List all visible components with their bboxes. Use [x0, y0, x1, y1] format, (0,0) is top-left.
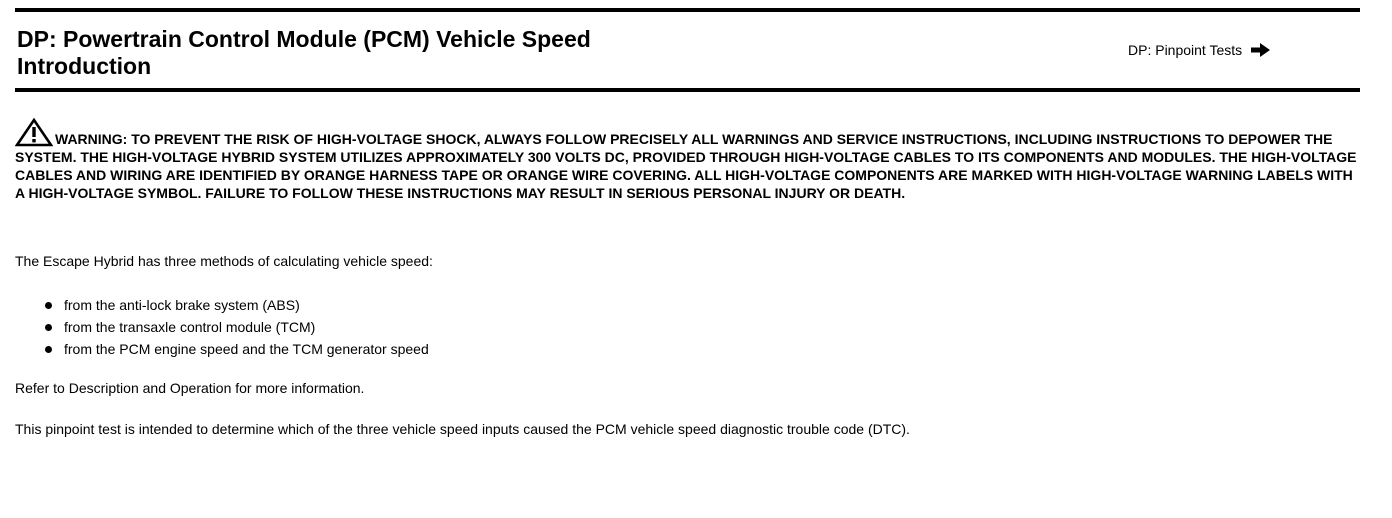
refer-prefix: Refer to	[15, 380, 69, 396]
pinpoint-tests-link-label: DP: Pinpoint Tests	[1128, 42, 1243, 58]
header-top-rule	[15, 8, 1360, 12]
list-item	[15, 294, 429, 316]
page-title	[17, 26, 717, 80]
arrow-right-icon	[1250, 42, 1272, 58]
speed-methods-list	[15, 294, 429, 360]
description-operation-link[interactable]: Description and Operation	[68, 380, 232, 396]
high-voltage-warning	[15, 118, 1360, 202]
bullet-icon	[45, 346, 52, 353]
page-title-line1: DP: Powertrain Control Module (PCM) Vehicle Speed	[17, 26, 591, 52]
intro-text: The Escape Hybrid has three methods of calculating vehicle speed:	[15, 253, 433, 269]
purpose-text: This pinpoint test is intended to determine which of the three vehicle speed inputs caused the PCM vehicle speed diagnostic trouble code (DTC).	[15, 421, 910, 437]
refer-text	[15, 379, 364, 397]
bullet-icon	[45, 302, 52, 309]
header-bottom-rule	[15, 88, 1360, 92]
pinpoint-tests-link[interactable]	[1128, 40, 1272, 60]
warning-triangle-icon	[15, 118, 53, 148]
list-item-text: from the anti-lock brake system (ABS)	[64, 297, 300, 313]
list-item	[15, 338, 429, 360]
warning-text: WARNING: TO PREVENT THE RISK OF HIGH-VOLTAGE SHOCK, ALWAYS FOLLOW PRECISELY ALL WARNINGS AND SERVICE INSTRUCTIONS, INCLUDING INSTRUCTIONS TO DEPOWER THE SYSTEM. THE HIGH-VOLTAGE HYBRID SYSTEM UTILIZES APPROXIMATELY 300 VOLTS DC, PROVIDED THROUGH HIGH-VOLTAGE CABLES TO ITS COMPONENTS AND MODULES. THE HIGH-VOLTAGE CABLES AND WIRING ARE IDENTIFIED BY ORANGE HARNESS TAPE OR ORANGE WIRE COVERING. ALL HIGH-VOLTAGE COMPONENTS ARE MARKED WITH HIGH-VOLTAGE WARNING LABELS WITH A HIGH-VOLTAGE SYMBOL. FAILURE TO FOLLOW THESE INSTRUCTIONS MAY RESULT IN SERIOUS PERSONAL INJURY OR DEATH.	[15, 131, 1357, 201]
list-item-text: from the transaxle control module (TCM)	[64, 319, 316, 335]
page-title-line2: Introduction	[17, 53, 152, 79]
list-item	[15, 316, 429, 338]
refer-suffix: for more information.	[231, 380, 365, 396]
list-item-text: from the PCM engine speed and the TCM generator speed	[64, 341, 429, 357]
bullet-icon	[45, 324, 52, 331]
